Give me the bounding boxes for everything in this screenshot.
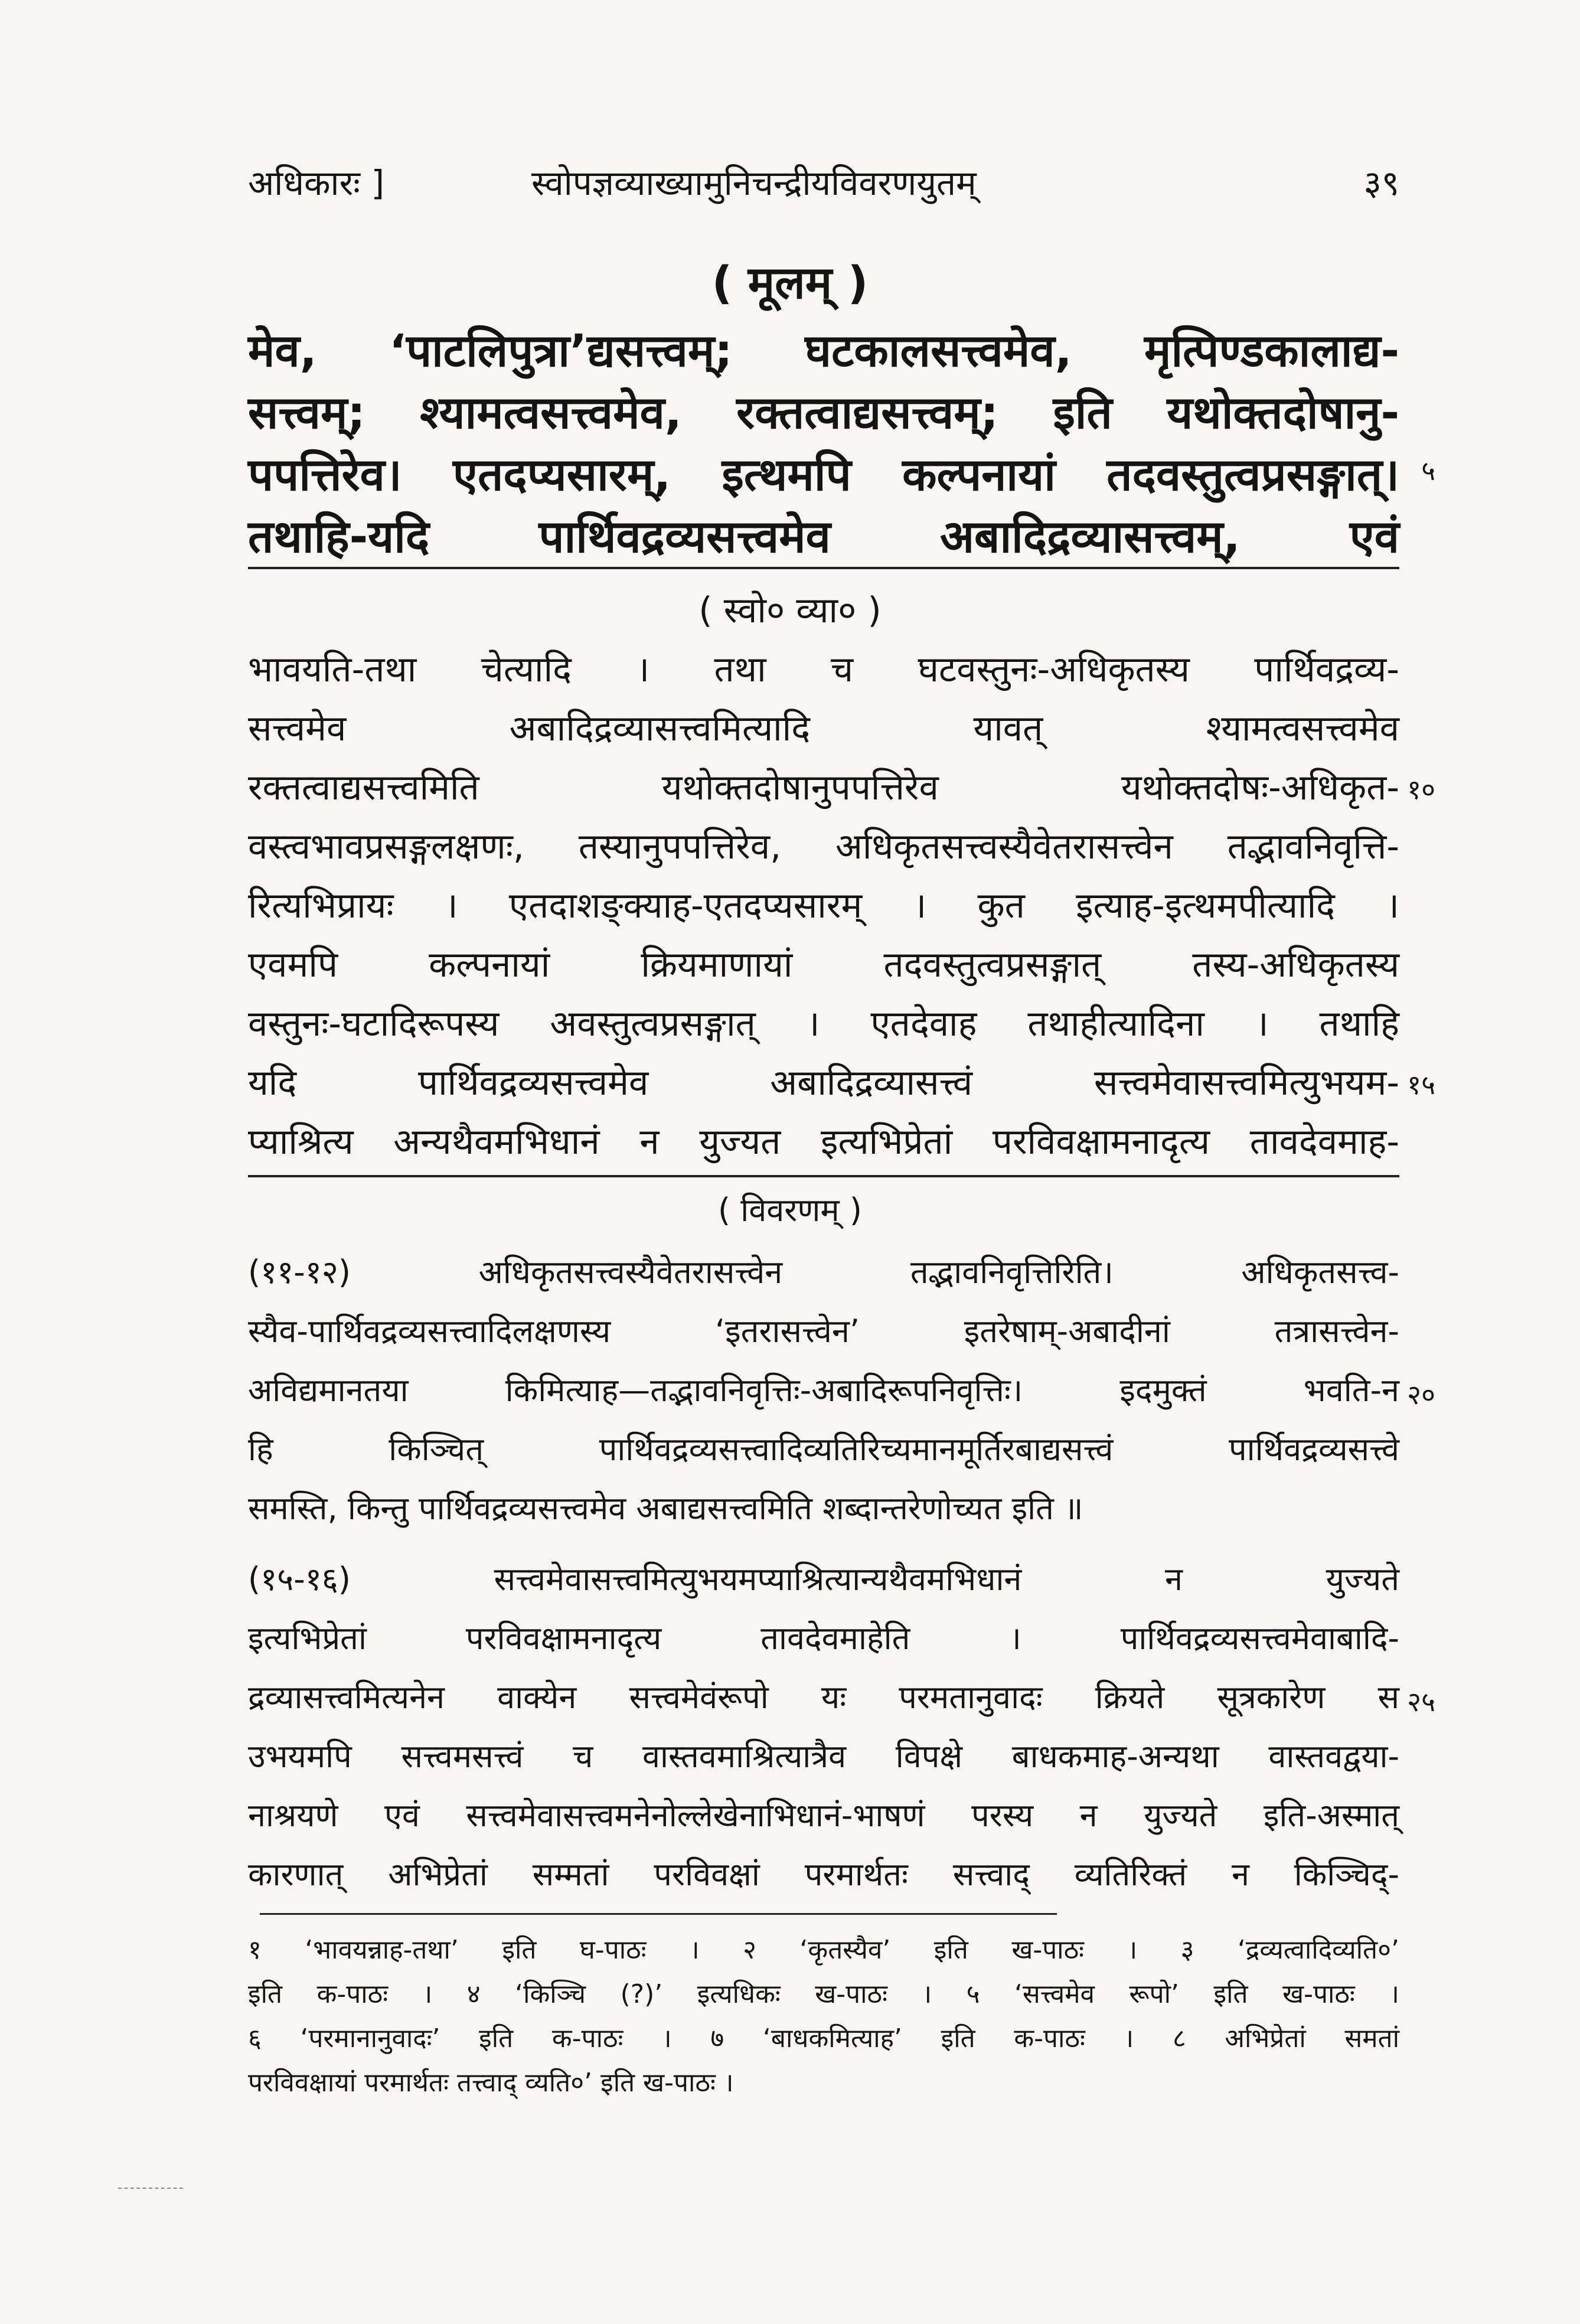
mula-line: सत्त्वम्; श्यामत्वसत्त्वमेव, रक्तत्वाद्यसत्त्वम्; इति यथोक्तदोषानु- [248,386,1399,439]
vyakhya-line: एवमपि कल्पनायां क्रियमाणायां तदवस्तुत्वप्रसङ्गात् तस्य-अधिकृतस्य [248,944,1399,985]
footnote-line: इति क-पाठः । ४ ‘किञ्चि (?)’ इत्यधिकः ख-पाठः । ५ ‘सत्त्वमेव रूपो’ इति ख-पाठः । [248,1979,1399,2009]
margin-line-number: १५ [1407,1069,1435,1101]
mula-line: मेव, ‘पाटलिपुत्रा’द्यसत्त्वम्; घटकालसत्त्वमेव, मृत्पिण्डकालाद्य- [248,324,1399,377]
section-divider [248,567,1399,569]
vivarana-line: इत्यभिप्रेतां परविवक्षामनादृत्य तावदेवमाहेति । पार्थिवद्रव्यसत्त्वमेवाबादि- [248,1620,1399,1657]
vivarana-line: (१५-१६) सत्त्वमेवासत्त्वमित्युभयमप्याश्रित्यान्यथैवमभिधानं न युज्यते [248,1561,1399,1598]
margin-line-number: ५ [1421,455,1435,487]
page-number: ३९ [1363,163,1399,203]
margin-line-number: २० [1407,1379,1435,1411]
vivarana-line: द्रव्यासत्त्वमित्यनेन वाक्येन सत्त्वमेवंरूपो यः परमतानुवादः क्रियते सूत्रकारेण स [248,1679,1399,1716]
vyakhya-line: रक्तत्वाद्यसत्त्वमिति यथोक्तदोषानुपपत्तिरेव यथोक्तदोषः-अधिकृत- [248,767,1399,808]
book-title: स्वोपज्ञव्याख्यामुनिचन्द्रीयविवरणयुतम् [531,163,977,203]
footnote-line: परविवक्षायां परमार्थतः तत्त्वाद् व्यति०’ इति ख-पाठः । [248,2068,734,2098]
footnote-divider [260,1913,1057,1915]
vivarana-line: स्यैव-पार्थिवद्रव्यसत्त्वादिलक्षणस्य ‘इतरासत्त्वेन’ इतरेषाम्-अबादीनां तत्रासत्त्वेन- [248,1313,1399,1350]
vyakhya-line: सत्त्वमेव अबादिद्रव्यासत्त्वमित्यादि यावत् श्यामत्वसत्त्वमेव [248,708,1399,749]
vivarana-line: नाश्रयणे एवं सत्त्वमेवासत्त्वमनेनोल्लेखेनाभिधानं-भाषणं परस्य न युज्यते इति-अस्मात् [248,1797,1399,1834]
vyakhya-heading: ( स्वो० व्या० ) [698,590,882,631]
vivarana-line: हि किञ्चित् पार्थिवद्रव्यसत्त्वादिव्यतिरिच्यमानमूर्तिरबाद्यसत्त्वं पार्थिवद्रव्यसत्त्वे [248,1431,1399,1468]
mula-line: तथाहि-यदि पार्थिवद्रव्यसत्त्वमेव अबादिद्रव्यासत्त्वम्, एवं [248,510,1399,563]
mula-heading: ( मूलम् ) [711,256,869,309]
footnote-line: ६ ‘परमानानुवादः’ इति क-पाठः । ७ ‘बाधकमित्याह’ इति क-पाठः । ८ अभिप्रेतां समतां [248,2023,1399,2054]
vyakhya-line: यदि पार्थिवद्रव्यसत्त्वमेव अबादिद्रव्यासत्त्वं सत्त्वमेवासत्त्वमित्युभयम- [248,1062,1399,1104]
vivarana-line: कारणात् अभिप्रेतां सम्मतां परविवक्षां परमार्थतः सत्त्वाद् व्यतिरिक्तं न किञ्चिद्- [248,1856,1399,1893]
vyakhya-line: प्याश्रित्य अन्यथैवमभिधानं न युज्यत इत्यभिप्रेतां परविवक्षामनादृत्य तावदेवमाह- [248,1121,1399,1163]
vivarana-heading: ( विवरणम् ) [718,1192,862,1229]
vyakhya-line: वस्त्वभावप्रसङ्गलक्षणः, तस्यानुपपत्तिरेव, अधिकृतसत्त्वस्यैवेतरासत्त्वेन तद्भावनिवृत्ति- [248,826,1399,867]
vivarana-line: अविद्यमानतया किमित्याह—तद्भावनिवृत्तिः-अबादिरूपनिवृत्तिः। इदमुक्तं भवति-न [248,1372,1399,1409]
margin-line-number: १० [1407,773,1435,805]
vivarana-line: समस्ति, किन्तु पार्थिवद्रव्यसत्त्वमेव अबाद्यसत्त्वमिति शब्दान्तरेणोच्यत इति ॥ [248,1490,1083,1527]
scan-mark [118,2188,183,2189]
vivarana-line: (११-१२) अधिकृतसत्त्वस्यैवेतरासत्त्वेन तद्भावनिवृत्तिरिति। अधिकृतसत्त्व- [248,1254,1399,1291]
margin-line-number: २५ [1407,1686,1435,1718]
section-divider [248,1175,1399,1177]
mula-line: पपत्तिरेव। एतदप्यसारम्, इत्थमपि कल्पनायां तदवस्तुत्वप्रसङ्गात्। [248,448,1399,501]
footnote-line: १ ‘भावयन्नाह-तथा’ इति घ-पाठः । २ ‘कृतस्यैव’ इति ख-पाठः । ३ ‘द्रव्यत्वादिव्यति०’ [248,1935,1399,1965]
chapter-label: अधिकारः ] [248,163,385,203]
vivarana-line: उभयमपि सत्त्वमसत्त्वं च वास्तवमाश्रित्यात्रैव विपक्षे बाधकमाह-अन्यथा वास्तवद्वया- [248,1738,1399,1775]
vyakhya-line: भावयति-तथा चेत्यादि । तथा च घटवस्तुनः-अधिकृतस्य पार्थिवद्रव्य- [248,649,1399,690]
vyakhya-line: वस्तुनः-घटादिरूपस्य अवस्तुत्वप्रसङ्गात् । एतदेवाह तथाहीत्यादिना । तथाहि [248,1003,1399,1045]
vyakhya-line: रित्यभिप्रायः । एतदाशङ्क्याह-एतदप्यसारम् । कुत इत्याह-इत्थमपीत्यादि । [248,885,1399,926]
running-header [248,158,1399,211]
